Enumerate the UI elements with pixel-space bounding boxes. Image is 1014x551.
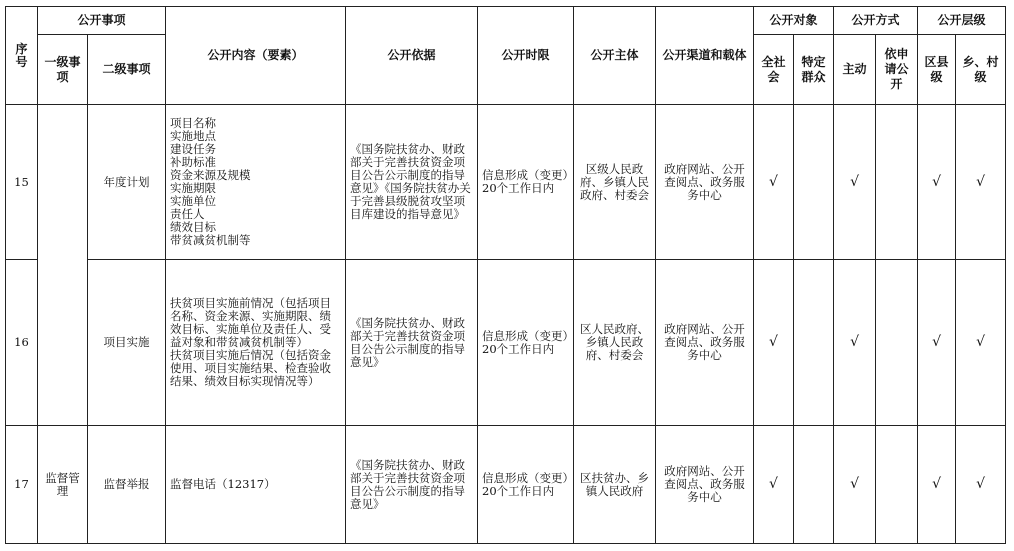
cell-level2: 项目实施 xyxy=(88,260,166,426)
table-row xyxy=(6,105,1006,260)
cell-method-active: √ xyxy=(834,105,876,260)
cell-target-all: √ xyxy=(754,426,794,544)
cell-target-specific xyxy=(794,260,834,426)
cell-channel: 政府网站、公开查阅点、政务服务中心 xyxy=(656,426,754,544)
cell-method-apply xyxy=(876,105,918,260)
cell-level1: 监督管理 xyxy=(38,426,88,544)
cell-channel: 政府网站、公开查阅点、政务服务中心 xyxy=(656,260,754,426)
cell-subject: 区人民政府、乡镇人民政府、村委会 xyxy=(574,260,656,426)
header-level-township: 乡、村级 xyxy=(956,35,1006,105)
header-target-specific: 特定群众 xyxy=(794,35,834,105)
cell-level2: 监督举报 xyxy=(88,426,166,544)
cell-target-specific xyxy=(794,105,834,260)
cell-basis: 《国务院扶贫办、财政部关于完善扶贫资金项目公告公示制度的指导意见》 xyxy=(346,260,478,426)
header-content: 公开内容（要素） xyxy=(166,7,346,105)
cell-level-district: √ xyxy=(918,260,956,426)
cell-level-district: √ xyxy=(918,426,956,544)
header-target-all: 全社会 xyxy=(754,35,794,105)
cell-seq: 16 xyxy=(6,260,38,426)
header-level1: 一级事项 xyxy=(38,35,88,105)
cell-level-township: √ xyxy=(956,426,1006,544)
cell-method-active: √ xyxy=(834,260,876,426)
cell-level-township: √ xyxy=(956,260,1006,426)
cell-method-apply xyxy=(876,426,918,544)
header-group-method: 公开方式 xyxy=(834,7,918,35)
disclosure-table xyxy=(5,6,1006,544)
cell-content: 监督电话（12317） xyxy=(166,426,346,544)
cell-basis: 《国务院扶贫办、财政部关于完善扶贫资金项目公告公示制度的指导意见》 xyxy=(346,426,478,544)
cell-time-limit: 信息形成（变更）20个工作日内 xyxy=(478,260,574,426)
cell-target-specific xyxy=(794,426,834,544)
header-level-district: 区县级 xyxy=(918,35,956,105)
cell-seq: 17 xyxy=(6,426,38,544)
cell-level-district: √ xyxy=(918,105,956,260)
cell-time-limit: 信息形成（变更）20个工作日内 xyxy=(478,426,574,544)
cell-method-active: √ xyxy=(834,426,876,544)
header-method-active: 主动 xyxy=(834,35,876,105)
header-group-target: 公开对象 xyxy=(754,7,834,35)
cell-seq: 15 xyxy=(6,105,38,260)
table-row xyxy=(6,260,1006,426)
cell-level-township: √ xyxy=(956,105,1006,260)
header-method-apply: 依申请公开 xyxy=(876,35,918,105)
cell-target-all: √ xyxy=(754,260,794,426)
header-seq: 序号 xyxy=(6,7,38,105)
cell-method-apply xyxy=(876,260,918,426)
header-channel: 公开渠道和载体 xyxy=(656,7,754,105)
header-time-limit: 公开时限 xyxy=(478,7,574,105)
header-group-level: 公开层级 xyxy=(918,7,1006,35)
header-group-matter: 公开事项 xyxy=(38,7,166,35)
cell-content: 项目名称 实施地点 建设任务 补助标准 资金来源及规模 实施期限 实施单位 责任人 绩效目标 带贫减贫机制等 xyxy=(166,105,346,260)
cell-subject: 区级人民政府、乡镇人民政府、村委会 xyxy=(574,105,656,260)
cell-basis: 《国务院扶贫办、财政部关于完善扶贫资金项目公告公示制度的指导意见》《国务院扶贫办关于完善县级脱贫攻坚项目库建设的指导意见》 xyxy=(346,105,478,260)
table-row xyxy=(6,426,1006,544)
cell-subject: 区扶贫办、乡镇人民政府 xyxy=(574,426,656,544)
header-subject: 公开主体 xyxy=(574,7,656,105)
header-basis: 公开依据 xyxy=(346,7,478,105)
cell-level1 xyxy=(38,105,88,426)
cell-channel: 政府网站、公开查阅点、政务服务中心 xyxy=(656,105,754,260)
cell-target-all: √ xyxy=(754,105,794,260)
header-level2: 二级事项 xyxy=(88,35,166,105)
cell-level2: 年度计划 xyxy=(88,105,166,260)
cell-time-limit: 信息形成（变更）20个工作日内 xyxy=(478,105,574,260)
cell-content: 扶贫项目实施前情况（包括项目名称、资金来源、实施期限、绩效目标、实施单位及责任人、受益对象和带贫减贫机制等） 扶贫项目实施后情况（包括资金使用、项目实施结果、检查验收结果、绩效目标实现情况等） xyxy=(166,260,346,426)
